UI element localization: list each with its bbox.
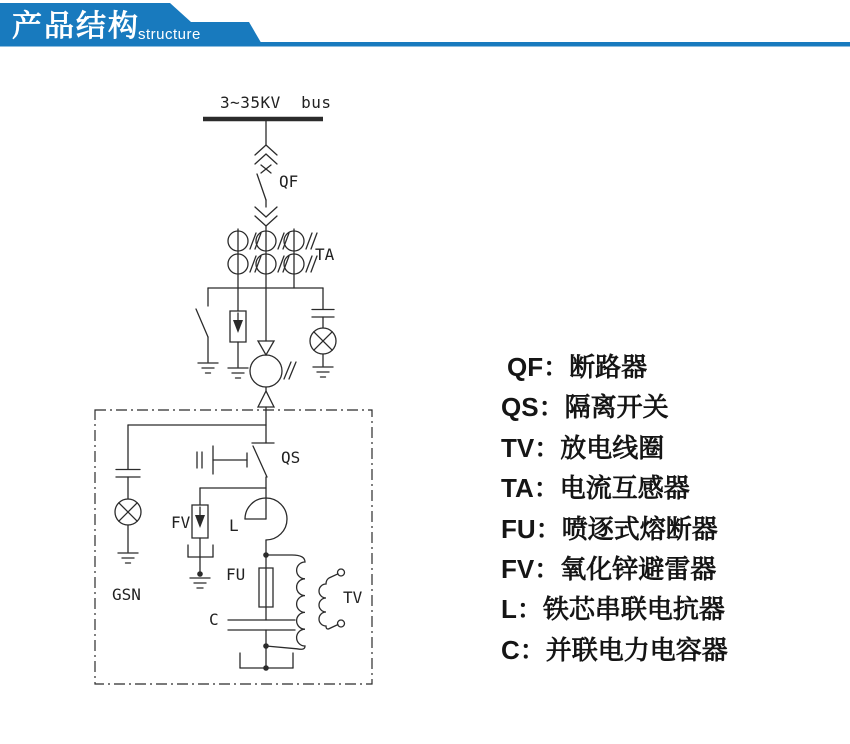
legend-colon: ： <box>535 513 562 544</box>
legend-item-fv <box>501 549 728 589</box>
breaker-qf-symbol <box>257 174 266 207</box>
label-tv: TV <box>343 588 363 607</box>
voltage-indicator-branch <box>310 288 336 377</box>
legend-name: 并联电力电容器 <box>545 634 728 665</box>
legend-name: 隔离开关 <box>564 392 669 423</box>
earthing-switch-branch <box>196 288 218 373</box>
legend-abbr: TV <box>501 432 535 463</box>
plug-contact-upper-icon <box>255 145 277 173</box>
legend-name: 放电线圈 <box>560 432 665 463</box>
legend-name: 氧化锌避雷器 <box>560 554 717 585</box>
legend-item-c <box>501 630 728 670</box>
label-qs: QS <box>281 448 301 467</box>
legend-colon: ： <box>534 554 561 585</box>
legend-name: 电流互感器 <box>559 473 690 504</box>
current-transformer-ta-symbol <box>228 229 317 288</box>
label-c: C <box>209 610 219 629</box>
legend-abbr: C <box>501 634 520 665</box>
page-title: 产品结构 <box>12 10 140 43</box>
gsn-indicator-branch <box>115 425 141 563</box>
legend-colon: ： <box>519 634 546 665</box>
bus-bar <box>203 119 323 145</box>
page-subtitle: structure <box>138 26 201 43</box>
legend-colon: ： <box>543 352 570 382</box>
legend-abbr: FU <box>501 513 536 544</box>
label-gsn: GSN <box>112 585 141 604</box>
label-fu: FU <box>226 565 246 584</box>
disconnector-qs-symbol <box>252 443 274 519</box>
legend-item-fu <box>501 509 728 549</box>
legend-abbr: L <box>501 594 517 625</box>
interlock-symbol <box>197 446 247 474</box>
cabinet-dashed-box <box>95 410 372 684</box>
legend-abbr: QS <box>501 392 539 423</box>
bus-voltage-label: 3~35KV bus <box>220 93 332 112</box>
zero-sequence-ct-symbol <box>250 288 296 443</box>
label-ta: TA <box>315 245 335 264</box>
label-qf: QF <box>279 172 299 191</box>
legend-colon: ： <box>516 594 543 625</box>
label-fv: FV <box>171 513 191 532</box>
legend-colon: ： <box>538 392 565 423</box>
legend-colon: ： <box>533 473 560 504</box>
label-l: L <box>229 516 239 535</box>
legend-name: 喷逐式熔断器 <box>561 513 718 544</box>
surge-arrester-branch <box>228 288 248 378</box>
legend-abbr: QF <box>507 352 544 382</box>
legend-name: 铁芯串联电抗器 <box>542 594 725 625</box>
legend-abbr: TA <box>501 473 534 504</box>
legend-item-l <box>501 589 728 629</box>
legend-colon: ： <box>534 432 561 463</box>
component-legend <box>501 347 728 670</box>
legend-item-qs <box>501 387 728 427</box>
legend-item-tv <box>501 428 728 468</box>
legend-name: 断路器 <box>569 352 648 382</box>
legend-abbr: FV <box>501 554 535 585</box>
legend-item-qf <box>501 347 728 387</box>
legend-item-ta <box>501 468 728 508</box>
discharge-coil-tv-symbol <box>266 555 345 649</box>
